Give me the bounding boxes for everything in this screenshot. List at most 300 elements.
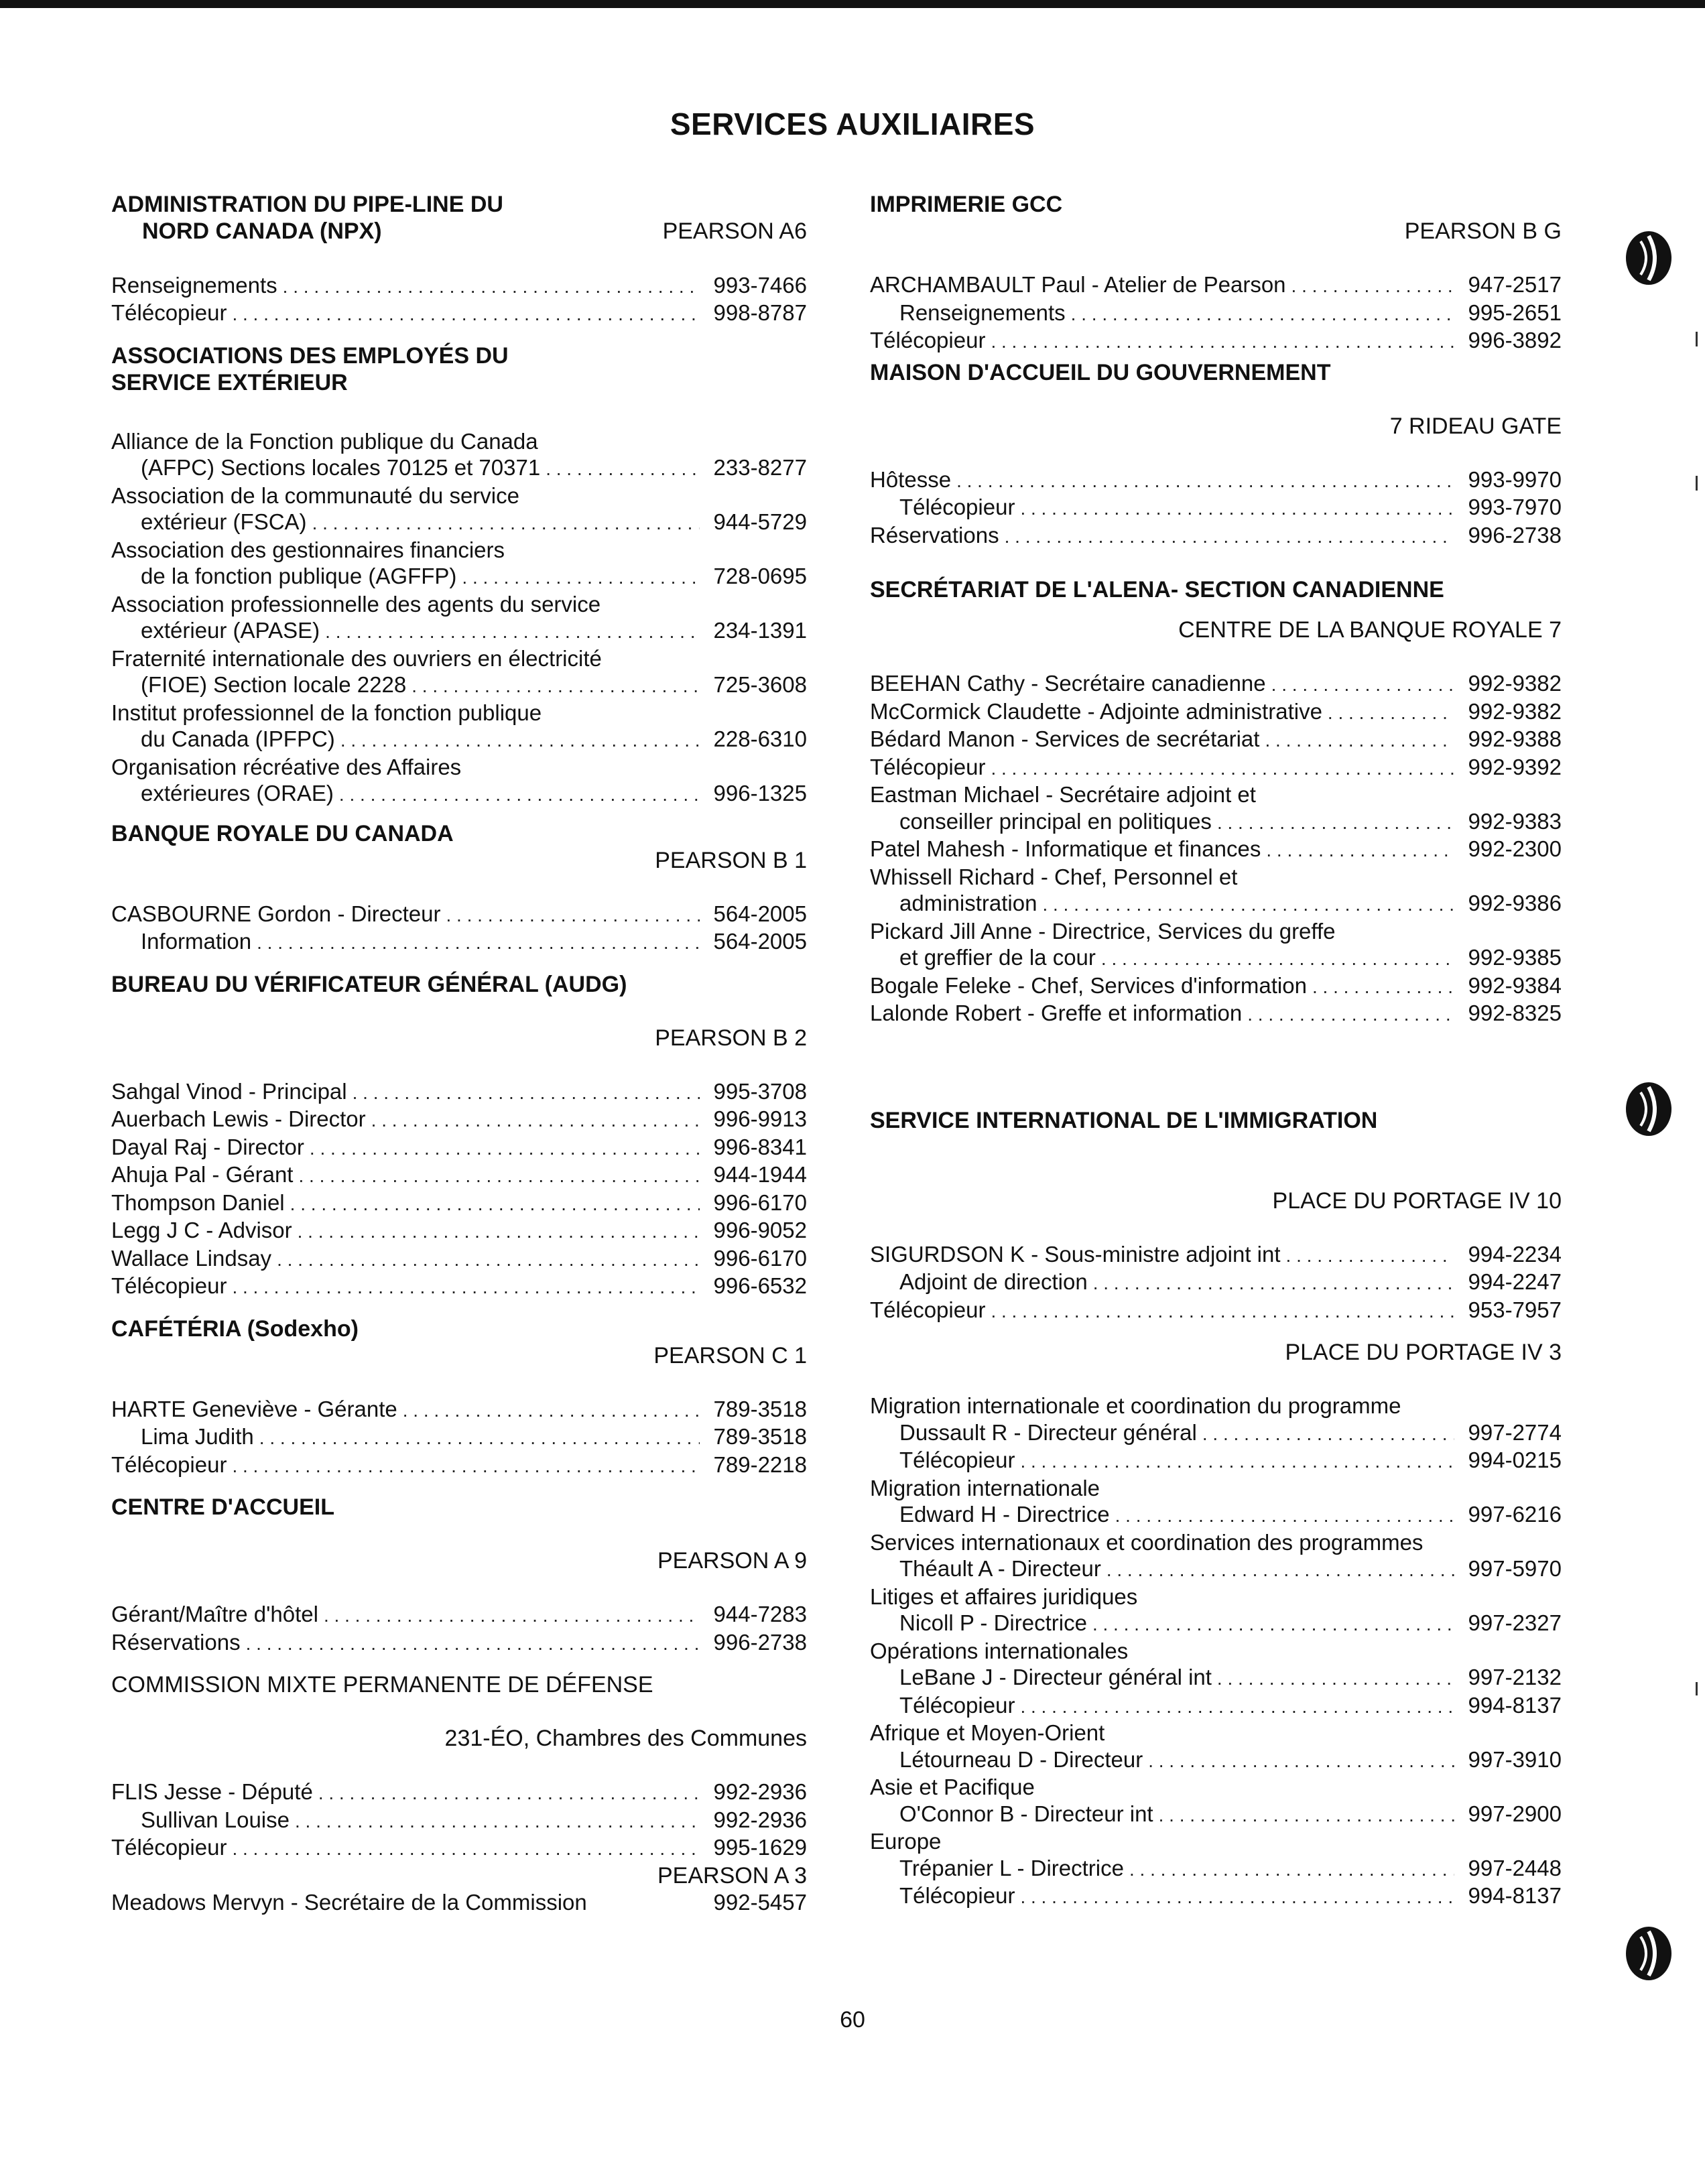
entry-line1: Institut professionnel de la fonction publique bbox=[111, 700, 542, 725]
directory-entry bbox=[111, 300, 807, 328]
section-title-line2: NORD CANADA (NPX) bbox=[142, 218, 382, 244]
directory-entry bbox=[870, 271, 1562, 300]
entry-phone: 992-2300 bbox=[1468, 836, 1562, 861]
directory-entry bbox=[111, 454, 807, 483]
directory-entry bbox=[111, 1601, 807, 1629]
directory-entry bbox=[870, 1855, 1562, 1883]
entry-line1: Pickard Jill Anne - Directrice, Services du greffe bbox=[870, 918, 1336, 944]
entry-label: Patel Mahesh - Informatique et finances bbox=[870, 836, 1261, 861]
leader-dots bbox=[246, 1630, 700, 1657]
entry-phone: 992-2936 bbox=[713, 1807, 807, 1832]
directory-entry bbox=[111, 1889, 807, 1916]
location: PEARSON A 9 bbox=[657, 1548, 807, 1573]
section-title-line1: ADMINISTRATION DU PIPE-LINE DU bbox=[111, 192, 503, 217]
leader-dots bbox=[1217, 810, 1454, 836]
entry-phone: 234-1391 bbox=[713, 618, 807, 643]
directory-entry bbox=[870, 808, 1562, 836]
directory-entry bbox=[870, 300, 1562, 328]
entry-phone: 994-8137 bbox=[1468, 1692, 1562, 1718]
entry-phone: 993-7970 bbox=[1468, 495, 1562, 519]
directory-entry bbox=[111, 617, 807, 645]
section-centre-accueil bbox=[111, 1494, 807, 1657]
leader-dots bbox=[1328, 700, 1454, 726]
directory-entry bbox=[870, 754, 1562, 782]
section-title: CAFÉTÉRIA (Sodexho) bbox=[111, 1315, 359, 1342]
directory-entry bbox=[111, 1834, 807, 1862]
assoc-item bbox=[111, 428, 807, 483]
leader-dots bbox=[257, 929, 700, 956]
directory-entry bbox=[870, 522, 1562, 550]
entry-phone: 992-9382 bbox=[1468, 698, 1562, 724]
entry-label: Meadows Mervyn - Secrétaire de la Commission bbox=[111, 1889, 587, 1915]
entry-label: Auerbach Lewis - Director bbox=[111, 1106, 366, 1131]
leader-dots bbox=[1265, 727, 1454, 754]
group-heading: Opérations internationales bbox=[870, 1638, 1129, 1663]
entry-phone: 996-6170 bbox=[713, 1190, 807, 1215]
leader-dots bbox=[353, 1080, 700, 1106]
section-title bbox=[111, 342, 807, 396]
scan-mark bbox=[1696, 1682, 1698, 1695]
page-title: SERVICES AUXILIAIRES bbox=[670, 107, 1035, 141]
group-heading: Migration internationale et coordination du programme bbox=[870, 1393, 1401, 1418]
entry-label: Lima Judith bbox=[141, 1424, 254, 1449]
leader-dots bbox=[1101, 946, 1454, 972]
location: PEARSON A 3 bbox=[657, 1862, 807, 1888]
leader-dots bbox=[1071, 301, 1454, 328]
entry-label: Gérant/Maître d'hôtel bbox=[111, 1602, 318, 1626]
leader-dots bbox=[1042, 891, 1454, 918]
leader-dots bbox=[446, 902, 700, 929]
entry-phone: 992-8325 bbox=[1468, 1001, 1562, 1025]
entry-phone: 997-3910 bbox=[1468, 1746, 1562, 1772]
entry-phone: 996-8341 bbox=[713, 1134, 807, 1159]
entry-phone: 228-6310 bbox=[713, 726, 807, 751]
entry-phone: 996-2738 bbox=[1468, 522, 1562, 548]
directory-entry bbox=[870, 1419, 1562, 1448]
location: PLACE DU PORTAGE IV 3 bbox=[1285, 1340, 1562, 1365]
location: PEARSON B 2 bbox=[655, 1025, 807, 1051]
entry-label: Renseignements bbox=[111, 272, 277, 298]
section-title: BUREAU DU VÉRIFICATEUR GÉNÉRAL (AUDG) bbox=[111, 971, 627, 997]
entry-label: O'Connor B - Directeur int bbox=[899, 1801, 1153, 1826]
entry-phone: 789-2218 bbox=[713, 1452, 807, 1477]
leader-dots bbox=[312, 510, 700, 537]
directory-entry bbox=[870, 944, 1562, 972]
entry-label: McCormick Claudette - Adjointe administrative bbox=[870, 698, 1322, 724]
leader-dots bbox=[340, 727, 700, 754]
entry-phone: 994-8137 bbox=[1468, 1883, 1562, 1908]
entry-phone: 996-3892 bbox=[1468, 328, 1562, 352]
leader-dots bbox=[298, 1218, 700, 1245]
directory-entry bbox=[111, 928, 807, 956]
entry-label: Télécopieur bbox=[111, 1273, 227, 1298]
section-title: IMPRIMERIE GCC bbox=[870, 192, 1063, 217]
entry-line1: Alliance de la Fonction publique du Canada bbox=[111, 428, 538, 454]
directory-entry bbox=[870, 1610, 1562, 1638]
directory-entry bbox=[870, 466, 1562, 495]
top-corner-mark bbox=[0, 5, 11, 8]
entry-label: FLIS Jesse - Député bbox=[111, 1779, 313, 1804]
entry-phone: 998-8787 bbox=[713, 300, 807, 325]
group-heading: Litiges et affaires juridiques bbox=[870, 1584, 1138, 1609]
entry-label: extérieur (FSCA) bbox=[141, 509, 307, 534]
location: PEARSON C 1 bbox=[653, 1342, 807, 1368]
entry-phone: 997-2774 bbox=[1468, 1419, 1562, 1445]
leader-dots bbox=[403, 1397, 700, 1424]
leader-dots bbox=[325, 619, 700, 645]
entry-label: du Canada (IPFPC) bbox=[141, 726, 335, 751]
entry-label: Télécopieur bbox=[899, 1448, 1015, 1472]
entry-phone: 997-2132 bbox=[1468, 1665, 1562, 1689]
directory-entry bbox=[870, 1664, 1562, 1692]
entry-label: Adjoint de direction bbox=[899, 1269, 1088, 1294]
directory-entry bbox=[111, 1161, 807, 1190]
leader-dots bbox=[991, 755, 1454, 782]
section-alena bbox=[870, 576, 1562, 1028]
entry-phone: 992-9383 bbox=[1468, 808, 1562, 834]
entry-line1: Organisation récréative des Affaires bbox=[111, 754, 462, 779]
directory-entry bbox=[111, 272, 807, 300]
directory-entry bbox=[111, 1396, 807, 1424]
entry-phone: 992-2936 bbox=[713, 1779, 807, 1804]
entry-label: Nicoll P - Directrice bbox=[899, 1610, 1087, 1635]
directory-entry bbox=[111, 671, 807, 700]
group-heading: Asie et Pacifique bbox=[870, 1775, 1035, 1799]
assoc-item bbox=[111, 591, 807, 645]
entry-phone: 996-6532 bbox=[713, 1273, 807, 1298]
location: 7 RIDEAU GATE bbox=[1389, 413, 1562, 439]
directory-entry bbox=[111, 1807, 807, 1835]
entry-phone: 997-2327 bbox=[1468, 1610, 1562, 1635]
directory-entry bbox=[111, 1134, 807, 1162]
entry-label: Hôtesse bbox=[870, 466, 952, 492]
directory-entry bbox=[111, 901, 807, 929]
entry-label: Lalonde Robert - Greffe et information bbox=[870, 1001, 1243, 1025]
leader-dots bbox=[1312, 974, 1454, 1001]
entry-label: CASBOURNE Gordon - Directeur bbox=[111, 901, 441, 926]
entry-label: et greffier de la cour bbox=[899, 945, 1096, 970]
entry-phone: 997-5970 bbox=[1468, 1556, 1562, 1581]
assoc-item bbox=[111, 483, 807, 537]
entry-label: Télécopieur bbox=[111, 300, 227, 325]
entry-phone: 725-3608 bbox=[713, 672, 807, 697]
directory-entry bbox=[111, 1779, 807, 1807]
entry-phone: 996-9913 bbox=[713, 1106, 807, 1131]
group-heading: Services internationaux et coordination des programmes bbox=[870, 1529, 1424, 1555]
entry-label: Legg J C - Advisor bbox=[111, 1218, 292, 1242]
entry-line1: Eastman Michael - Secrétaire adjoint et bbox=[870, 782, 1256, 807]
directory-entry bbox=[111, 726, 807, 754]
entry-label: Théault A - Directeur bbox=[899, 1556, 1101, 1581]
left-column bbox=[111, 191, 807, 1915]
entry-label: Dussault R - Directeur général bbox=[899, 1419, 1197, 1445]
directory-entry bbox=[111, 1273, 807, 1301]
entry-label: (FIOE) Section locale 2228 bbox=[141, 672, 407, 697]
entry-phone: 995-2651 bbox=[1468, 300, 1562, 325]
leader-dots bbox=[412, 673, 700, 700]
entry-label: SIGURDSON K - Sous-ministre adjoint int bbox=[870, 1241, 1281, 1267]
entry-label: Télécopieur bbox=[870, 1297, 986, 1322]
directory-entry bbox=[870, 494, 1562, 522]
leader-dots bbox=[462, 564, 700, 591]
assoc-item bbox=[111, 537, 807, 591]
leader-dots bbox=[546, 456, 700, 483]
section-npx bbox=[111, 191, 807, 328]
entry-line1: Fraternité internationale des ouvriers en électricité bbox=[111, 645, 602, 671]
directory-entry bbox=[870, 1000, 1562, 1028]
section-title: BANQUE ROYALE DU CANADA bbox=[111, 820, 454, 846]
leader-dots bbox=[1202, 1421, 1454, 1448]
leader-dots bbox=[259, 1425, 700, 1452]
entry-label: Ahuja Pal - Gérant bbox=[111, 1162, 294, 1187]
section-cafeteria bbox=[111, 1315, 807, 1480]
entry-label: conseiller principal en politiques bbox=[899, 808, 1212, 834]
leader-dots bbox=[339, 781, 700, 808]
binder-hole-icon bbox=[1622, 1079, 1676, 1139]
leader-dots bbox=[283, 273, 700, 300]
entry-phone: 997-2448 bbox=[1468, 1855, 1562, 1880]
entry-phone: 944-7283 bbox=[713, 1602, 807, 1626]
leader-dots bbox=[1020, 495, 1454, 522]
binder-hole-icon bbox=[1622, 1923, 1676, 1984]
directory-entry bbox=[111, 1106, 807, 1134]
leader-dots bbox=[298, 1163, 700, 1190]
scan-mark bbox=[1696, 476, 1698, 491]
entry-phone: 992-9385 bbox=[1468, 945, 1562, 970]
entry-label: Trépanier L - Directrice bbox=[899, 1855, 1124, 1880]
section-title: COMMISSION MIXTE PERMANENTE DE DÉFENSE bbox=[111, 1672, 653, 1697]
leader-dots bbox=[1217, 1665, 1454, 1692]
directory-entry bbox=[870, 836, 1562, 864]
leader-dots bbox=[290, 1191, 700, 1218]
entry-label: administration bbox=[899, 891, 1037, 915]
directory-entry bbox=[870, 890, 1562, 918]
directory-entry bbox=[870, 1882, 1562, 1911]
location: PEARSON B G bbox=[1404, 218, 1562, 244]
entry-label: Télécopieur bbox=[111, 1835, 227, 1860]
entry-phone: 564-2005 bbox=[713, 901, 807, 926]
section-bureau bbox=[111, 971, 807, 1301]
leader-dots bbox=[1107, 1557, 1454, 1584]
group-heading: Europe bbox=[870, 1829, 942, 1854]
leader-dots bbox=[232, 1453, 700, 1480]
section-title: MAISON D'ACCUEIL DU GOUVERNEMENT bbox=[870, 359, 1331, 385]
section-banque bbox=[111, 820, 807, 956]
entry-label: Sullivan Louise bbox=[141, 1807, 290, 1832]
entry-phone: 994-2247 bbox=[1468, 1269, 1562, 1294]
entry-label: extérieur (APASE) bbox=[141, 618, 320, 643]
entry-label: Télécopieur bbox=[111, 1452, 227, 1477]
location: PLACE DU PORTAGE IV 10 bbox=[1272, 1187, 1562, 1214]
entry-phone: 728-0695 bbox=[713, 564, 807, 588]
directory-entry bbox=[870, 1269, 1562, 1297]
section-maison-accueil bbox=[870, 359, 1562, 550]
directory-entry bbox=[111, 1190, 807, 1218]
directory-entry bbox=[870, 1297, 1562, 1325]
directory-entry bbox=[870, 726, 1562, 754]
leader-dots bbox=[1020, 1884, 1454, 1911]
directory-entry bbox=[111, 1452, 807, 1480]
entry-label: Wallace Lindsay bbox=[111, 1245, 272, 1271]
entry-phone: 944-1944 bbox=[713, 1162, 807, 1187]
assoc-item bbox=[111, 645, 807, 700]
entry-phone: 564-2005 bbox=[713, 929, 807, 954]
entry-label: Edward H - Directrice bbox=[899, 1502, 1110, 1527]
entry-label: Télécopieur bbox=[899, 1692, 1015, 1718]
entry-phone: 992-5457 bbox=[713, 1889, 807, 1915]
entry-phone: 993-9970 bbox=[1468, 466, 1562, 492]
leader-dots bbox=[956, 468, 1454, 495]
page-number: 60 bbox=[840, 2007, 865, 2033]
leader-dots bbox=[232, 301, 700, 328]
entry-phone: 997-2900 bbox=[1468, 1801, 1562, 1826]
leader-dots bbox=[991, 1298, 1454, 1325]
leader-dots bbox=[1093, 1270, 1454, 1297]
directory-entry bbox=[870, 327, 1562, 355]
leader-dots bbox=[1266, 837, 1454, 864]
location: PEARSON B 1 bbox=[655, 847, 807, 873]
entry-label: Télécopieur bbox=[899, 1883, 1015, 1908]
directory-entry bbox=[111, 780, 807, 808]
directory-entry bbox=[111, 509, 807, 537]
entry-label: Létourneau D - Directeur bbox=[899, 1746, 1143, 1772]
leader-dots bbox=[1271, 671, 1454, 698]
entry-label: Sahgal Vinod - Principal bbox=[111, 1078, 347, 1104]
leader-dots bbox=[1247, 1001, 1454, 1028]
entry-label: Télécopieur bbox=[870, 328, 986, 352]
entry-phone: 992-9384 bbox=[1468, 972, 1562, 998]
directory-entry bbox=[111, 563, 807, 591]
entry-label: de la fonction publique (AGFFP) bbox=[141, 564, 457, 588]
entry-label: LeBane J - Directeur général int bbox=[899, 1665, 1212, 1689]
entry-phone: 995-3708 bbox=[713, 1078, 807, 1104]
directory-entry bbox=[870, 1241, 1562, 1269]
directory-entry bbox=[870, 670, 1562, 698]
leader-dots bbox=[232, 1836, 700, 1862]
directory-entry bbox=[870, 1501, 1562, 1529]
section-title: SECRÉTARIAT DE L'ALENA- SECTION CANADIENNE bbox=[870, 577, 1444, 602]
leader-dots bbox=[1159, 1802, 1454, 1829]
entry-label: Télécopieur bbox=[899, 495, 1015, 519]
entry-label: extérieures (ORAE) bbox=[141, 781, 334, 806]
entry-label: Réservations bbox=[870, 522, 999, 548]
entry-line1: Association des gestionnaires financiers bbox=[111, 537, 505, 562]
leader-dots bbox=[232, 1274, 700, 1301]
entry-phone: 992-9382 bbox=[1468, 671, 1562, 696]
entry-label: Dayal Raj - Director bbox=[111, 1134, 304, 1159]
section-title: SERVICE INTERNATIONAL DE L'IMMIGRATION bbox=[870, 1107, 1378, 1133]
entry-label: HARTE Geneviève - Gérante bbox=[111, 1396, 397, 1421]
directory-entry bbox=[870, 1555, 1562, 1584]
directory-entry bbox=[111, 1629, 807, 1657]
section-title-line2: SERVICE EXTÉRIEUR bbox=[111, 369, 348, 395]
entry-phone: 996-6170 bbox=[713, 1245, 807, 1271]
entry-phone: 992-9386 bbox=[1468, 891, 1562, 915]
leader-dots bbox=[295, 1808, 700, 1835]
directory-entry bbox=[870, 1692, 1562, 1720]
section-title bbox=[111, 191, 807, 218]
leader-dots bbox=[1129, 1856, 1454, 1883]
assoc-item bbox=[111, 754, 807, 808]
directory-entry bbox=[870, 1447, 1562, 1475]
leader-dots bbox=[1115, 1502, 1454, 1529]
section-associations bbox=[111, 342, 807, 808]
scan-mark bbox=[1696, 332, 1698, 346]
entry-phone: 997-6216 bbox=[1468, 1502, 1562, 1527]
leader-dots bbox=[1020, 1448, 1454, 1475]
section-title-line1: ASSOCIATIONS DES EMPLOYÉS DU bbox=[111, 342, 509, 369]
directory-entry bbox=[870, 698, 1562, 726]
entry-phone: 953-7957 bbox=[1468, 1297, 1562, 1322]
entry-phone: 995-1629 bbox=[713, 1835, 807, 1860]
directory-entry bbox=[111, 1423, 807, 1452]
entry-label: Télécopieur bbox=[870, 754, 986, 779]
entry-phone: 947-2517 bbox=[1468, 272, 1562, 297]
entry-label: (AFPC) Sections locales 70125 et 70371 bbox=[141, 455, 541, 480]
leader-dots bbox=[318, 1780, 700, 1807]
right-column bbox=[870, 191, 1562, 1911]
entry-label: ARCHAMBAULT Paul - Atelier de Pearson bbox=[870, 272, 1286, 297]
entry-phone: 994-0215 bbox=[1468, 1448, 1562, 1472]
leader-dots bbox=[277, 1246, 700, 1273]
entry-label: Renseignements bbox=[899, 300, 1066, 325]
entry-label: Bédard Manon - Services de secrétariat bbox=[870, 726, 1260, 751]
binder-hole-icon bbox=[1622, 228, 1676, 288]
section-imprimerie bbox=[870, 191, 1562, 355]
directory-entry bbox=[111, 1078, 807, 1106]
entry-label: Information bbox=[141, 929, 252, 954]
leader-dots bbox=[371, 1107, 700, 1134]
leader-dots bbox=[1020, 1693, 1454, 1720]
entry-label: BEEHAN Cathy - Secrétaire canadienne bbox=[870, 671, 1266, 696]
directory-entry bbox=[870, 1801, 1562, 1829]
entry-label: Thompson Daniel bbox=[111, 1190, 285, 1215]
section-commission bbox=[111, 1671, 807, 1915]
group-heading: Migration internationale bbox=[870, 1475, 1100, 1500]
directory-entry bbox=[111, 1217, 807, 1245]
entry-phone: 789-3518 bbox=[713, 1396, 807, 1421]
assoc-item bbox=[111, 700, 807, 754]
leader-dots bbox=[310, 1135, 700, 1162]
location: 231-ÉO, Chambres des Communes bbox=[444, 1726, 807, 1751]
directory-entry bbox=[111, 1245, 807, 1273]
section-immigration bbox=[870, 1107, 1562, 1911]
directory-entry bbox=[870, 972, 1562, 1001]
entry-line1: Association professionnelle des agents du service bbox=[111, 591, 601, 617]
location: CENTRE DE LA BANQUE ROYALE 7 bbox=[1178, 617, 1562, 643]
entry-phone: 993-7466 bbox=[713, 272, 807, 298]
location: PEARSON A6 bbox=[662, 218, 807, 244]
leader-dots bbox=[1148, 1748, 1454, 1775]
leader-dots bbox=[991, 328, 1454, 355]
leader-dots bbox=[1291, 273, 1454, 300]
entry-label: Bogale Feleke - Chef, Services d'information bbox=[870, 972, 1307, 998]
entry-phone: 789-3518 bbox=[713, 1424, 807, 1449]
leader-dots bbox=[1005, 523, 1454, 550]
leader-dots bbox=[324, 1602, 700, 1629]
entry-phone: 944-5729 bbox=[713, 509, 807, 534]
leader-dots bbox=[1286, 1242, 1454, 1269]
entry-phone: 992-9392 bbox=[1468, 754, 1562, 779]
directory-entry bbox=[870, 1746, 1562, 1775]
entry-phone: 994-2234 bbox=[1468, 1241, 1562, 1267]
entry-phone: 996-9052 bbox=[713, 1218, 807, 1242]
entry-phone: 996-2738 bbox=[713, 1629, 807, 1655]
group-heading: Afrique et Moyen-Orient bbox=[870, 1720, 1105, 1745]
leader-dots bbox=[1092, 1611, 1454, 1638]
entry-phone: 233-8277 bbox=[713, 455, 807, 480]
entry-phone: 996-1325 bbox=[713, 781, 807, 806]
